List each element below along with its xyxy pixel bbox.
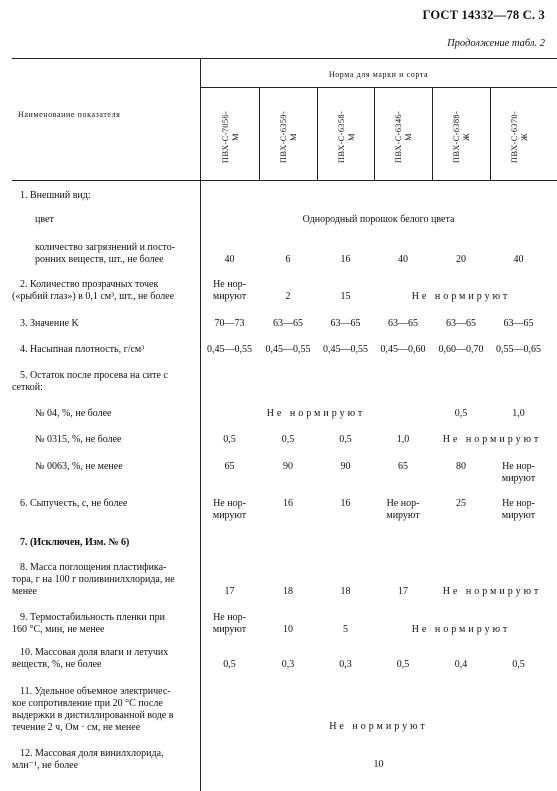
- row-label: кое сопротивление при 20 °С после: [12, 698, 163, 709]
- row-label: 160 °С, мин, не менее: [12, 624, 105, 635]
- table-top-border: [12, 58, 557, 59]
- cell: 63—65: [273, 318, 303, 329]
- cell: 25: [456, 498, 466, 509]
- grade-header: ПВХ-С-6370-Ж: [509, 110, 529, 164]
- cell: мируют: [501, 473, 536, 484]
- cell: 6: [285, 254, 291, 265]
- cell: 40: [513, 254, 524, 265]
- row-label: 3. Значение K: [20, 318, 79, 329]
- grade-divider-2: [317, 87, 318, 180]
- cell: 18: [340, 586, 351, 597]
- cell-span: Не нормируют: [411, 624, 511, 635]
- row-label: количество загрязнений и посто-: [35, 242, 176, 253]
- row-label: сеткой:: [12, 382, 43, 393]
- row-label: цвет: [35, 214, 54, 225]
- row-label: 2. Количество прозрачных точек: [20, 279, 159, 290]
- cell: 0,3: [339, 659, 352, 670]
- grade-header: ПВХ-С-7056-М: [220, 110, 240, 164]
- cell: 15: [340, 291, 351, 302]
- table-continuation-caption: Продолжение табл. 2: [447, 38, 545, 49]
- cell: Не нор-: [213, 498, 246, 509]
- row-label: 11. Удельное объемное электричес-: [20, 686, 171, 697]
- grade-divider-4: [432, 87, 433, 180]
- cell-span: Не нормируют: [329, 721, 428, 732]
- cell: 17: [398, 586, 408, 597]
- cell: 0,5: [281, 434, 295, 445]
- cell: 0,5: [339, 434, 352, 445]
- row-label: 12. Массовая доля винилхлорида,: [20, 748, 164, 759]
- cell: 1,0: [512, 408, 525, 419]
- row-label: 7. (Исключен, Изм. № 6): [20, 537, 130, 548]
- cell: 63—65: [503, 318, 534, 329]
- cell: 90: [283, 461, 293, 472]
- grade-header: ПВХ-С-6388-Ж: [451, 110, 471, 164]
- cell: 0,45—0,55: [323, 344, 368, 355]
- row-label: № 0315, %, не более: [35, 434, 122, 445]
- row-label: менее: [12, 586, 37, 597]
- row-label: тора, г на 100 г поливинилхлорида, не: [12, 574, 175, 585]
- row-label: выдержки в дистиллированной воде в: [12, 710, 174, 721]
- cell: 16: [340, 498, 351, 509]
- cell: 0,3: [281, 659, 295, 670]
- cell: 16: [340, 254, 351, 265]
- row-label: течение 2 ч, Ом · см, не менее: [12, 722, 141, 733]
- cell: 20: [456, 254, 466, 265]
- cell: 90: [340, 461, 351, 472]
- cell: Не нор-: [502, 498, 535, 509]
- row-label: № 0063, %, не менее: [35, 461, 123, 472]
- cell: 0,5: [223, 434, 236, 445]
- grade-divider-5: [490, 87, 491, 180]
- cell: Не нор-: [213, 612, 246, 623]
- cell: 0,5: [454, 408, 468, 419]
- cell: Не нор-: [386, 498, 420, 509]
- cell: 0,60—0,70: [438, 344, 484, 355]
- cell: мируют: [501, 510, 536, 521]
- grade-header: ПВХ-С-6346-М: [393, 110, 413, 164]
- cell: 0,55—0,65: [496, 344, 541, 355]
- cell: 0,45—0,60: [380, 344, 426, 355]
- row-label: 4. Насыпная плотность, г/см³: [20, 344, 145, 355]
- cell: 0,45—0,55: [207, 344, 252, 355]
- param-column-header: Наименование показателя: [18, 110, 121, 119]
- cell: 0,5: [512, 659, 525, 670]
- grade-header: ПВХ-С-6358-М: [336, 110, 356, 164]
- cell-span: Не нормируют: [266, 408, 366, 419]
- cell: 40: [398, 254, 408, 265]
- cell: 10: [283, 624, 293, 635]
- cell: 2: [285, 291, 291, 302]
- row-label: млн⁻¹, не более: [12, 760, 79, 771]
- cell: 65: [224, 461, 235, 472]
- cell: 5: [343, 624, 348, 635]
- cell: мируют: [212, 510, 247, 521]
- cell: 0,45—0,55: [265, 344, 311, 355]
- cell: 80: [456, 461, 466, 472]
- cell: 40: [224, 254, 235, 265]
- cell: 0,4: [454, 659, 468, 670]
- cell: 10: [373, 759, 384, 770]
- cell: Не нор-: [502, 461, 535, 472]
- cell: 17: [224, 586, 235, 597]
- cell: 1,0: [396, 434, 410, 445]
- cell: 63—65: [330, 318, 361, 329]
- cell: мируют: [386, 510, 420, 521]
- cell: 63—65: [388, 318, 418, 329]
- row-label: № 04, %, не более: [35, 408, 112, 419]
- cell-span: Не нормируют: [442, 586, 542, 597]
- cell-span: Не нормируют: [442, 434, 542, 445]
- cell-span: Не нормируют: [411, 291, 511, 302]
- row-label: 5. Остаток после просева на сите с: [20, 370, 168, 381]
- gost-page-header: ГОСТ 14332—78 С. 3: [422, 8, 545, 22]
- cell: мируют: [212, 624, 247, 635]
- cell: 70—73: [214, 318, 245, 329]
- row-label: ронних веществ, шт., не более: [35, 254, 164, 265]
- row-label: («рыбий глаз») в 0,1 см³, шт., не более: [12, 291, 175, 302]
- row-label: 10. Массовая доля влаги и летучих: [20, 647, 169, 658]
- grade-header: ПВХ-С-6359-М: [278, 110, 298, 164]
- row-label: 8. Масса поглощения пластифика-: [20, 562, 167, 573]
- cell: 18: [283, 586, 293, 597]
- grade-divider-1: [259, 87, 260, 180]
- header-bottom-border: [12, 180, 557, 181]
- cell: мируют: [212, 291, 247, 302]
- cell: 0,5: [223, 659, 236, 670]
- grade-divider-3: [374, 87, 375, 180]
- row-value-span: Однородный порошок белого цвета: [302, 214, 455, 225]
- cell: 65: [398, 461, 408, 472]
- param-column-divider: [200, 58, 201, 791]
- cell: 63—65: [446, 318, 476, 329]
- norm-header-separator: [200, 87, 557, 88]
- row-label: веществ, %, не более: [12, 659, 102, 670]
- row-label: 1. Внешний вид:: [20, 190, 91, 201]
- cell: 16: [283, 498, 293, 509]
- row-label: 6. Сыпучесть, с, не более: [20, 498, 128, 509]
- cell: Не нор-: [213, 279, 246, 290]
- row-label: 9. Термостабильность пленки при: [20, 612, 165, 623]
- norm-header: Норма для марки и сорта: [328, 70, 429, 79]
- cell: 0,5: [396, 659, 410, 670]
